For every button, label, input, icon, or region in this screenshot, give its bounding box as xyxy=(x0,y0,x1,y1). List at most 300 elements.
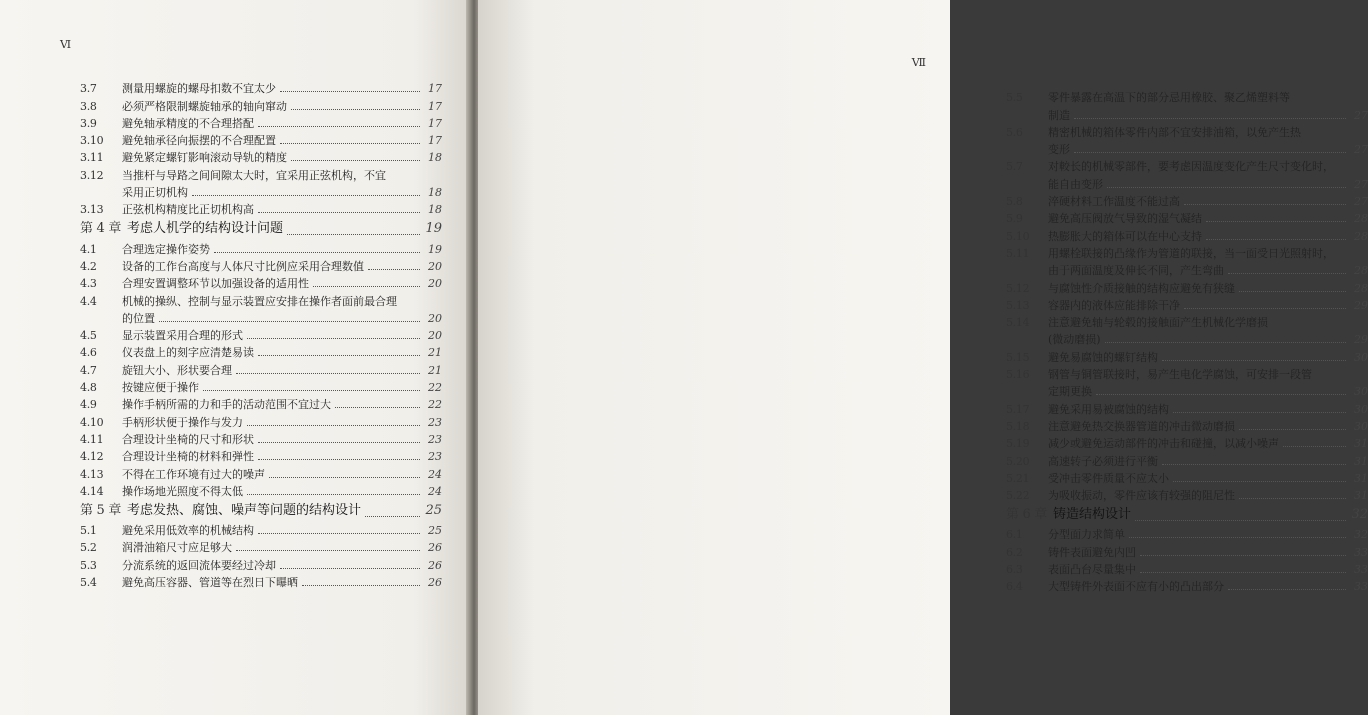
leader-dots xyxy=(1162,360,1346,361)
toc-number: 6.3 xyxy=(1006,563,1023,577)
leader-dots xyxy=(258,126,420,127)
toc-row xyxy=(80,396,442,413)
toc-number: 4.2 xyxy=(80,259,97,273)
toc-entry xyxy=(1006,366,1368,401)
toc-row xyxy=(80,448,442,465)
leader-dots xyxy=(1074,118,1346,119)
leader-dots xyxy=(1239,429,1346,430)
toc-title: 合理设计坐椅的尺寸和形状 xyxy=(122,432,254,446)
toc-number: 4.11 xyxy=(80,432,104,446)
toc-row xyxy=(80,201,442,218)
toc-row xyxy=(80,483,442,500)
toc-row-continued xyxy=(80,310,442,327)
leader-dots xyxy=(258,459,420,460)
toc-title: 按键应便于操作 xyxy=(122,381,199,395)
toc-page-number: 29 xyxy=(1354,333,1368,347)
toc-title: 不得在工作环境有过大的噪声 xyxy=(122,467,265,481)
toc-title-continued: (微动磨损) xyxy=(1048,333,1101,347)
toc-number: 3.10 xyxy=(80,134,104,148)
toc-page-number: 30 xyxy=(1354,402,1368,416)
toc-row xyxy=(80,539,442,556)
toc-number: 4.1 xyxy=(80,242,97,256)
toc-entry xyxy=(1006,297,1368,314)
toc-page-number: 31 xyxy=(1354,454,1368,468)
toc-number: 5.13 xyxy=(1006,298,1030,312)
toc-number: 第 5 章 xyxy=(80,502,122,518)
toc-number: 3.13 xyxy=(80,203,104,217)
page-folio: Ⅶ xyxy=(911,56,926,69)
leader-dots xyxy=(192,195,420,196)
toc-entry xyxy=(1006,348,1368,365)
toc-number: 5.18 xyxy=(1006,419,1030,433)
toc-number: 5.4 xyxy=(80,576,97,590)
leader-dots xyxy=(236,373,420,374)
toc-page-number: 30 xyxy=(1354,385,1368,399)
toc-title-continued: 由于两面温度及伸长不同，产生弯曲 xyxy=(1048,264,1224,278)
toc-entry xyxy=(80,97,442,114)
toc-number: 5.15 xyxy=(1006,350,1030,364)
toc-row xyxy=(80,132,442,149)
leader-dots xyxy=(1184,308,1346,309)
leader-dots xyxy=(313,286,420,287)
toc-page-number: 24 xyxy=(428,467,442,481)
toc-row-continued xyxy=(1006,331,1368,348)
toc-row xyxy=(1006,348,1368,365)
leader-dots xyxy=(1105,342,1346,343)
toc-page-number: 18 xyxy=(428,186,442,200)
toc-title-continued: 定期更换 xyxy=(1048,385,1092,399)
toc-title: 热膨胀大的箱体可以在中心支持 xyxy=(1048,229,1202,243)
toc-number: 5.19 xyxy=(1006,437,1030,451)
toc-number: 5.16 xyxy=(1006,368,1030,382)
toc-entry xyxy=(1006,314,1368,349)
toc-page-number: 18 xyxy=(428,151,442,165)
toc-row xyxy=(80,275,442,292)
toc-page-number: 26 xyxy=(428,576,442,590)
toc-row xyxy=(1006,487,1368,504)
toc-number: 3.12 xyxy=(80,168,104,182)
toc-number: 6.1 xyxy=(1006,528,1023,542)
leader-dots xyxy=(302,585,420,586)
toc-row-continued xyxy=(1006,106,1368,123)
toc-number: 5.8 xyxy=(1006,195,1023,209)
toc-title: 避免轴承径向振摆的不合理配置 xyxy=(122,134,276,148)
toc-row xyxy=(1006,89,1368,106)
toc-title: 避免紧定螺钉影响滚动导轨的精度 xyxy=(122,151,287,165)
toc-number: 4.7 xyxy=(80,363,97,377)
toc-row xyxy=(80,522,442,539)
toc-row xyxy=(80,574,442,591)
toc-title: 考虑发热、腐蚀、噪声等问题的结构设计 xyxy=(127,502,362,518)
toc-number: 第 6 章 xyxy=(1006,507,1048,523)
toc-entry xyxy=(1006,418,1368,435)
toc-number: 5.7 xyxy=(1006,160,1023,174)
right-page xyxy=(478,0,1368,715)
toc-number: 3.7 xyxy=(80,82,97,96)
toc-page-number: 23 xyxy=(428,432,442,446)
toc-title-continued: 的位置 xyxy=(122,311,155,325)
toc-title: 合理安置调整环节以加强设备的适用性 xyxy=(122,277,309,291)
toc-row xyxy=(1006,279,1368,296)
toc-entry xyxy=(1006,487,1368,504)
toc-number: 4.13 xyxy=(80,467,104,481)
toc-row-continued xyxy=(1006,141,1368,158)
toc-page-number: 30 xyxy=(1354,350,1368,364)
toc-title: 避免高压容器、管道等在烈日下曝晒 xyxy=(122,576,298,590)
leader-dots xyxy=(258,533,420,534)
toc-number: 4.14 xyxy=(80,484,104,498)
toc-entry xyxy=(1006,124,1368,159)
toc-title: 合理选定操作姿势 xyxy=(122,242,210,256)
leader-dots xyxy=(203,390,420,391)
toc-title: 避免易腐蚀的螺钉结构 xyxy=(1048,350,1158,364)
leader-dots xyxy=(368,269,420,270)
toc-entry xyxy=(1006,210,1368,227)
leader-dots xyxy=(1239,291,1346,292)
toc-row xyxy=(80,115,442,132)
toc-entry xyxy=(80,465,442,482)
toc-entry xyxy=(1006,526,1368,543)
toc-row xyxy=(1006,193,1368,210)
leader-dots xyxy=(280,143,420,144)
toc-row xyxy=(1006,158,1368,175)
toc-number: 4.5 xyxy=(80,329,97,343)
leader-dots xyxy=(1162,464,1346,465)
toc-number: 5.2 xyxy=(80,541,97,555)
toc-row xyxy=(1006,435,1368,452)
toc-page-number: 22 xyxy=(428,398,442,412)
toc-title: 旋钮大小、形状要合理 xyxy=(122,363,232,377)
toc-title: 仪表盘上的刻字应清楚易读 xyxy=(122,346,254,360)
toc-page-number: 31 xyxy=(1354,489,1368,503)
toc-entry xyxy=(80,80,442,97)
toc-number: 5.3 xyxy=(80,558,97,572)
toc-number: 5.20 xyxy=(1006,454,1030,468)
leader-dots xyxy=(280,91,420,92)
toc-entry xyxy=(1006,470,1368,487)
leader-dots xyxy=(258,355,420,356)
toc-title-continued: 能自由变形 xyxy=(1048,177,1103,191)
leader-dots xyxy=(1206,221,1346,222)
toc-row xyxy=(1006,504,1368,526)
toc-entry xyxy=(80,483,442,500)
toc-page-number: 17 xyxy=(428,82,442,96)
toc-page-number: 33 xyxy=(1354,580,1368,594)
toc-row xyxy=(80,292,442,309)
toc-number: 5.10 xyxy=(1006,229,1030,243)
toc-page-number: 17 xyxy=(428,134,442,148)
toc-row xyxy=(80,556,442,573)
toc-page-number: 27 xyxy=(1354,143,1368,157)
toc-page-number: 33 xyxy=(1354,563,1368,577)
toc-number: 6.2 xyxy=(1006,545,1023,559)
toc-title: 避免采用易被腐蚀的结构 xyxy=(1048,402,1169,416)
toc-title: 与腐蚀性介质接触的结构应避免有狭缝 xyxy=(1048,281,1235,295)
left-page xyxy=(0,0,470,715)
toc-entry xyxy=(1006,561,1368,578)
toc-entry xyxy=(1006,543,1368,560)
toc-page-number: 25 xyxy=(425,502,442,518)
toc-page-number: 32 xyxy=(1351,507,1368,523)
toc-number: 5.6 xyxy=(1006,125,1023,139)
toc-entry xyxy=(80,275,442,292)
toc-entry xyxy=(80,166,442,201)
toc-list xyxy=(1006,89,1368,595)
toc-number: 3.9 xyxy=(80,116,97,130)
toc-title: 合理设计坐椅的材料和弹性 xyxy=(122,450,254,464)
leader-dots xyxy=(247,425,420,426)
toc-title: 避免高压阀放气导致的湿气凝结 xyxy=(1048,212,1202,226)
toc-row xyxy=(80,413,442,430)
toc-entry xyxy=(80,574,442,591)
toc-title: 避免轴承精度的不合理搭配 xyxy=(122,116,254,130)
toc-row xyxy=(1006,452,1368,469)
toc-page-number: 28 xyxy=(1354,229,1368,243)
leader-dots xyxy=(1228,273,1346,274)
toc-title: 减少或避免运动部件的冲击和碰撞，以减小噪声 xyxy=(1048,437,1279,451)
toc-entry xyxy=(80,115,442,132)
toc-title: 操作手柄所需的力和手的活动范围不宜过大 xyxy=(122,398,331,412)
toc-title: 精密机械的箱体零件内部不宜安排油箱，以免产生热 xyxy=(1048,125,1301,139)
toc-page-number: 23 xyxy=(428,415,442,429)
toc-page-number: 19 xyxy=(428,242,442,256)
leader-dots xyxy=(365,516,420,517)
leader-dots xyxy=(1228,589,1346,590)
toc-row xyxy=(1006,314,1368,331)
toc-title: 零件暴露在高温下的部分忌用橡胶、聚乙烯塑料等 xyxy=(1048,91,1290,105)
toc-page-number: 21 xyxy=(428,346,442,360)
toc-entry xyxy=(80,361,442,378)
toc-row xyxy=(1006,124,1368,141)
toc-title: 为吸收振动，零件应该有较强的阻尼性 xyxy=(1048,489,1235,503)
toc-entry xyxy=(80,149,442,166)
toc-row xyxy=(80,97,442,114)
toc-page-number: 29 xyxy=(1354,298,1368,312)
toc-number: 4.8 xyxy=(80,381,97,395)
toc-title: 机械的操纵、控制与显示装置应安排在操作者面前最合理 xyxy=(122,294,397,308)
toc-entry xyxy=(80,522,442,539)
leader-dots xyxy=(1184,204,1346,205)
toc-entry xyxy=(1006,158,1368,193)
toc-entry xyxy=(80,379,442,396)
toc-title: 操作场地光照度不得太低 xyxy=(122,484,243,498)
toc-title: 设备的工作台高度与人体尺寸比例应采用合理数值 xyxy=(122,259,364,273)
toc-page-number: 27 xyxy=(1354,177,1368,191)
toc-entry xyxy=(1006,227,1368,244)
toc-title: 润滑油箱尺寸应足够大 xyxy=(122,541,232,555)
toc-entry xyxy=(1006,193,1368,210)
toc-entry xyxy=(80,201,442,218)
toc-number: 4.4 xyxy=(80,294,97,308)
toc-row xyxy=(1006,561,1368,578)
toc-number: 5.21 xyxy=(1006,471,1030,485)
toc-number: 5.11 xyxy=(1006,246,1030,260)
toc-page-number: 27 xyxy=(1354,108,1368,122)
toc-title: 考虑人机学的结构设计问题 xyxy=(127,221,284,237)
leader-dots xyxy=(1140,555,1346,556)
toc-row xyxy=(1006,578,1368,595)
toc-row xyxy=(80,240,442,257)
toc-page-number: 24 xyxy=(428,484,442,498)
toc-row xyxy=(1006,400,1368,417)
leader-dots xyxy=(287,234,420,235)
leader-dots xyxy=(1239,498,1346,499)
toc-entry xyxy=(1006,400,1368,417)
toc-entry xyxy=(80,396,442,413)
leader-dots xyxy=(1074,152,1346,153)
toc-row xyxy=(1006,366,1368,383)
toc-page-number: 32 xyxy=(1354,528,1368,542)
toc-row-continued xyxy=(1006,262,1368,279)
toc-page-number: 33 xyxy=(1354,545,1368,559)
toc-entry xyxy=(80,327,442,344)
toc-entry xyxy=(80,431,442,448)
toc-title: 避免采用低效率的机械结构 xyxy=(122,524,254,538)
leader-dots xyxy=(214,252,420,253)
toc-page-number: 22 xyxy=(428,381,442,395)
toc-title-continued: 制造 xyxy=(1048,108,1070,122)
toc-row xyxy=(1006,210,1368,227)
page-folio: Ⅵ xyxy=(60,38,72,51)
toc-number: 3.8 xyxy=(80,99,97,113)
toc-chapter xyxy=(1006,504,1368,526)
toc-page-number: 17 xyxy=(428,99,442,113)
toc-page-number: 31 xyxy=(1354,471,1368,485)
toc-row xyxy=(80,431,442,448)
leader-dots xyxy=(280,568,420,569)
toc-entry xyxy=(80,539,442,556)
toc-page-number: 28 xyxy=(1354,264,1368,278)
toc-entry xyxy=(80,258,442,275)
toc-title: 表面凸台尽量集中 xyxy=(1048,563,1136,577)
leader-dots xyxy=(269,477,420,478)
toc-entry xyxy=(80,292,442,327)
toc-title-continued: 变形 xyxy=(1048,143,1070,157)
toc-title: 淬硬材料工作温度不能过高 xyxy=(1048,195,1180,209)
leader-dots xyxy=(258,442,420,443)
leader-dots xyxy=(1135,520,1346,521)
toc-entry xyxy=(1006,279,1368,296)
toc-page-number: 28 xyxy=(1354,212,1368,226)
toc-page-number: 20 xyxy=(428,277,442,291)
toc-entry xyxy=(1006,452,1368,469)
toc-entry xyxy=(1006,435,1368,452)
leader-dots xyxy=(247,494,420,495)
toc-page-number: 17 xyxy=(428,116,442,130)
toc-number: 第 4 章 xyxy=(80,221,122,237)
toc-number: 4.9 xyxy=(80,398,97,412)
toc-entry xyxy=(1006,578,1368,595)
leader-dots xyxy=(159,321,420,322)
leader-dots xyxy=(291,160,420,161)
toc-title: 正弦机构精度比正切机构高 xyxy=(122,203,254,217)
toc-page-number: 26 xyxy=(428,541,442,555)
leader-dots xyxy=(291,109,420,110)
toc-title: 分流系统的返回流体要经过冷却 xyxy=(122,558,276,572)
toc-row xyxy=(1006,227,1368,244)
leader-dots xyxy=(1096,394,1346,395)
toc-entry xyxy=(1006,89,1368,124)
leader-dots xyxy=(1173,481,1346,482)
toc-row xyxy=(80,361,442,378)
toc-row-continued xyxy=(1006,383,1368,400)
toc-title: 容器内的液体应能排除干净 xyxy=(1048,298,1180,312)
toc-title: 必须严格限制螺旋轴承的轴向窜动 xyxy=(122,99,287,113)
leader-dots xyxy=(1206,239,1346,240)
toc-entry xyxy=(80,448,442,465)
toc-title-continued: 采用正切机构 xyxy=(122,186,188,200)
toc-row xyxy=(1006,297,1368,314)
toc-row xyxy=(1006,470,1368,487)
toc-title: 铸件表面避免内凹 xyxy=(1048,545,1136,559)
toc-row xyxy=(80,166,442,183)
toc-entry xyxy=(80,413,442,430)
leader-dots xyxy=(1283,446,1346,447)
toc-number: 5.17 xyxy=(1006,402,1030,416)
toc-number: 6.4 xyxy=(1006,580,1023,594)
toc-row xyxy=(1006,245,1368,262)
leader-dots xyxy=(247,338,420,339)
toc-number: 5.14 xyxy=(1006,316,1030,330)
toc-row-continued xyxy=(80,184,442,201)
toc-title: 显示装置采用合理的形式 xyxy=(122,329,243,343)
toc-number: 5.22 xyxy=(1006,489,1030,503)
toc-page-number: 28 xyxy=(1354,281,1368,295)
toc-entry xyxy=(80,556,442,573)
toc-entry xyxy=(80,344,442,361)
toc-number: 4.12 xyxy=(80,450,104,464)
leader-dots xyxy=(1173,412,1346,413)
toc-list xyxy=(80,80,442,591)
toc-row xyxy=(1006,543,1368,560)
toc-page-number: 20 xyxy=(428,329,442,343)
toc-row xyxy=(80,149,442,166)
toc-page-number: 31 xyxy=(1354,437,1368,451)
toc-row xyxy=(80,218,442,240)
toc-number: 5.12 xyxy=(1006,281,1030,295)
toc-row xyxy=(80,500,442,522)
leader-dots xyxy=(1129,537,1346,538)
toc-row xyxy=(1006,526,1368,543)
leader-dots xyxy=(335,407,420,408)
toc-row xyxy=(80,465,442,482)
toc-page-number: 20 xyxy=(428,259,442,273)
toc-number: 5.1 xyxy=(80,524,97,538)
toc-title: 当推杆与导路之间间隙太大时，宜采用正弦机构，不宜 xyxy=(122,168,386,182)
toc-row-continued xyxy=(1006,175,1368,192)
toc-title: 注意避免轴与轮毂的接触面产生机械化学磨损 xyxy=(1048,316,1268,330)
toc-page-number: 21 xyxy=(428,363,442,377)
toc-title: 受冲击零件质量不应太小 xyxy=(1048,471,1169,485)
toc-number: 3.11 xyxy=(80,151,104,165)
toc-title: 钢管与铜管联接时，易产生电化学腐蚀，可安排一段管 xyxy=(1048,368,1312,382)
toc-number: 4.6 xyxy=(80,346,97,360)
toc-page-number: 19 xyxy=(425,221,442,237)
leader-dots xyxy=(236,550,420,551)
toc-chapter xyxy=(80,218,442,240)
toc-entry xyxy=(80,240,442,257)
toc-title: 对較长的机械零部件，要考虑因温度变化产生尺寸变化时， xyxy=(1048,160,1334,174)
toc-row xyxy=(80,327,442,344)
toc-title: 用螺栓联接的凸缘作为管道的联接，当一面受日光照射时， xyxy=(1048,246,1334,260)
toc-chapter xyxy=(80,500,442,522)
toc-entry xyxy=(80,132,442,149)
leader-dots xyxy=(258,212,420,213)
toc-title: 手柄形状便于操作与发力 xyxy=(122,415,243,429)
toc-number: 5.9 xyxy=(1006,212,1023,226)
toc-page-number: 18 xyxy=(428,203,442,217)
toc-row xyxy=(1006,418,1368,435)
